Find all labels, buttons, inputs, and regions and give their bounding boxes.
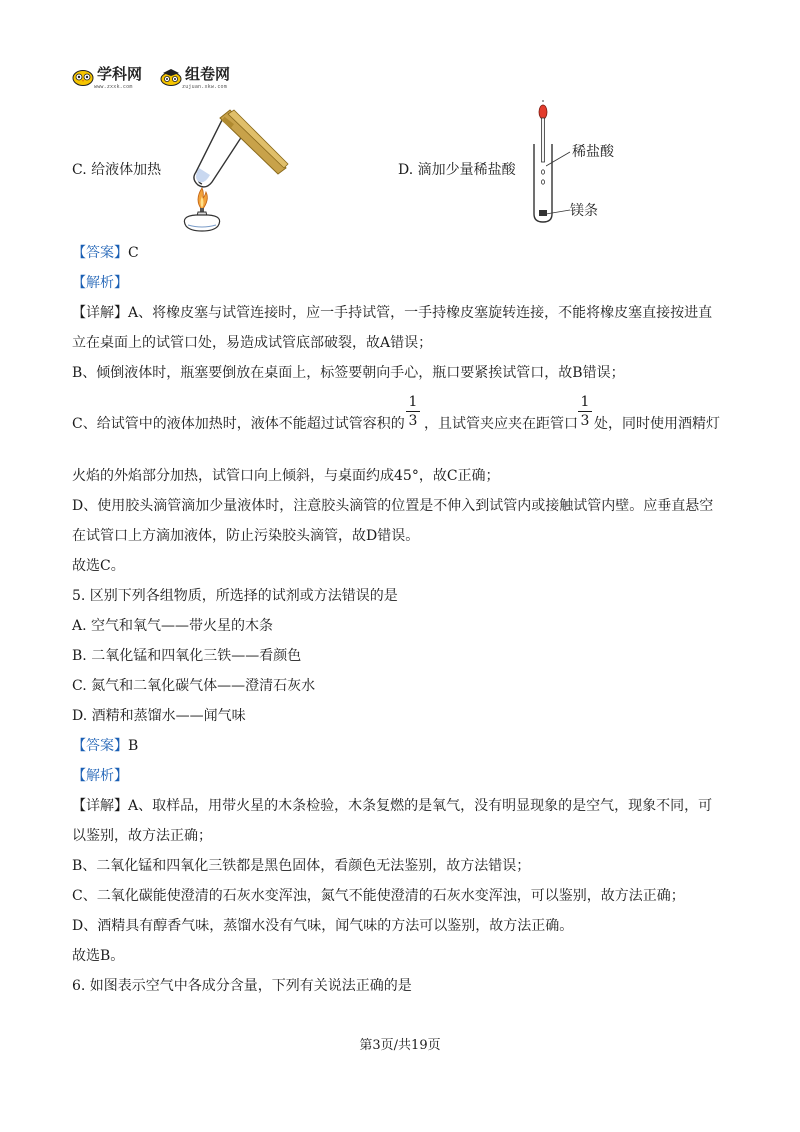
- detail-tag: 【详解】: [72, 305, 128, 321]
- q5-option-a: A. 空气和氧气——带火星的木条: [72, 618, 274, 634]
- q5-detail-d: D、酒精具有醇香气味，蒸馏水没有气味，闻气味的方法可以鉴别，故方法正确。: [72, 918, 574, 934]
- q4-analysis-tag: 【解析】: [72, 275, 128, 291]
- q5-analysis-tag: 【解析】: [72, 768, 128, 784]
- logo-url: www.zxxk.com: [94, 84, 133, 90]
- q5-detail-a2: 以鉴别，故方法正确；: [72, 828, 212, 844]
- fraction-one-third: [406, 393, 420, 430]
- option-d-label: D. 滴加少量稀盐酸: [398, 162, 516, 178]
- q5-conclusion: 故选B。: [72, 948, 125, 964]
- fraction-denominator: 3: [408, 413, 418, 429]
- fraction-numerator: 1: [406, 393, 420, 412]
- answer-tag: 【答案】: [72, 245, 128, 261]
- fraction-numerator: 1: [578, 393, 592, 412]
- answer-value: B: [128, 738, 139, 754]
- q4-answer: [72, 243, 139, 263]
- q4-detail-a1: [72, 303, 712, 323]
- fraction-one-third: [578, 393, 592, 430]
- logo-url: zujuan.xkw.com: [182, 84, 227, 90]
- detail-text: A、取样品，用带火星的木条检验，木条复燃的是氧气，没有明显现象的是空气，现象不同，可: [128, 798, 713, 814]
- q5-option-b: B. 二氧化锰和四氧化三铁——看颜色: [72, 648, 302, 664]
- q6-stem: 6. 如图表示空气中各成分含量，下列有关说法正确的是: [72, 978, 412, 994]
- q4-detail-b: B、倾倒液体时，瓶塞要倒放在桌面上，标签要朝向手心，瓶口要紧挨试管口，故B错误；: [72, 365, 625, 381]
- q5-detail-b: B、二氧化锰和四氧化三铁都是黑色固体，看颜色无法鉴别，故方法错误；: [72, 858, 531, 874]
- q4-detail-d1: D、使用胶头滴管滴加少量液体时，注意胶头滴管的位置是不伸入到试管内或接触试管内壁。应垂直悬空: [72, 498, 714, 514]
- q4-conclusion: 故选C。: [72, 558, 125, 574]
- option-c-label: C. 给液体加热: [72, 162, 162, 178]
- detail-text: A、将橡皮塞与试管连接时，应一手持试管，一手持橡皮塞旋转连接，不能将橡皮塞直接按进直: [128, 305, 713, 321]
- reagent-label: 稀盐酸: [572, 144, 614, 160]
- detail-tag: 【详解】: [72, 798, 128, 814]
- q4-detail-c-part2: ，且试管夹应夹在距管口: [424, 416, 578, 432]
- logo-name: 学科网: [97, 65, 143, 83]
- logo-name: 组卷网: [185, 65, 231, 83]
- q4-detail-c-part3: 处，同时使用酒精灯: [594, 416, 720, 432]
- q5-stem: 5. 区别下列各组物质，所选择的试剂或方法错误的是: [72, 588, 398, 604]
- answer-value: C: [128, 245, 139, 261]
- fraction-denominator: 3: [580, 413, 590, 429]
- magnesium-strip-label: 镁条: [570, 203, 598, 219]
- q5-option-d: D. 酒精和蒸馏水——闻气味: [72, 708, 246, 724]
- label-leader-lines: [546, 148, 572, 218]
- zujuanwang-logo: [160, 62, 230, 92]
- q4-detail-d2: 在试管口上方滴加液体，防止污染胶头滴管，故D错误。: [72, 528, 420, 544]
- xuekewang-logo: [72, 62, 142, 92]
- q4-detail-c2: 火焰的外焰部分加热，试管口向上倾斜，与桌面约成45°，故C正确；: [72, 468, 500, 484]
- answer-tag: 【答案】: [72, 738, 128, 754]
- q4-detail-a2: 立在桌面上的试管口处，易造成试管底部破裂，故A错误；: [72, 335, 433, 351]
- q4-detail-c-part1: C、给试管中的液体加热时，液体不能超过试管容积的: [72, 416, 405, 432]
- owl-mascot-icon: [72, 68, 94, 86]
- heating-test-tube-illustration: [172, 104, 292, 232]
- q5-detail-c: C、二氧化碳能使澄清的石灰水变浑浊，氮气不能使澄清的石灰水变浑浊，可以鉴别，故方法正确；: [72, 888, 685, 904]
- q5-option-c: C. 氮气和二氧化碳气体——澄清石灰水: [72, 678, 316, 694]
- page-number: 第3页/共19页: [359, 1038, 441, 1053]
- q5-detail-a1: [72, 796, 712, 816]
- owl-graduate-icon: [160, 68, 182, 86]
- q5-answer: [72, 736, 138, 756]
